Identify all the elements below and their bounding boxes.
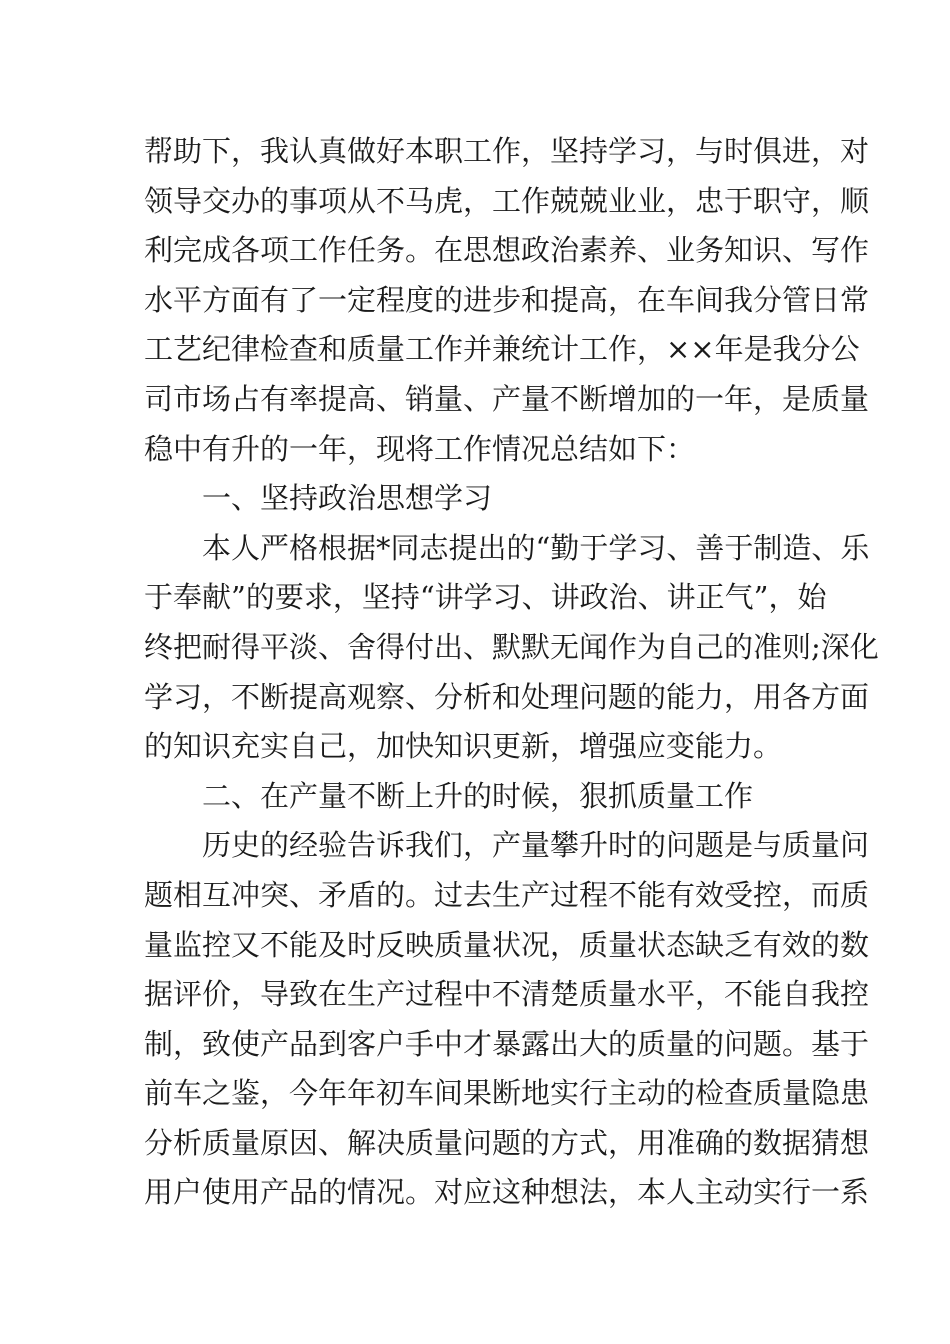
section-heading: 二、在产量不断上升的时候，狠抓质量工作 [202,778,754,813]
text-line: 领导交办的事项从不马虎，工作兢兢业业，忠于职守，顺 [144,183,870,218]
text-line: 题相互冲突、矛盾的。过去生产过程不能有效受控，而质 [144,877,870,912]
text-line: 利完成各项工作任务。在思想政治素养、业务知识、写作 [144,233,870,268]
text-line: 帮助下，我认真做好本职工作，坚持学习，与时俱进，对 [144,134,870,168]
text-line: 工艺纪律检查和质量工作并兼统计工作，××年是我分公 [144,332,860,367]
section-heading: 一、坚持政治思想学习 [202,481,493,516]
text-line: 用户使用产品的情况。对应这种想法，本人主动实行一系 [144,1175,870,1210]
text-line: 分析质量原因、解决质量问题的方式，用准确的数据猜想 [144,1125,870,1160]
text-line: 水平方面有了一定程度的进步和提高，在车间我分管日常 [144,282,870,317]
text-line: 稳中有升的一年，现将工作情况总结如下： [144,431,696,466]
text-line: 学习，不断提高观察、分析和处理问题的能力，用各方面 [144,679,870,714]
text-line: 于奉献”的要求，坚持“讲学习、讲政治、讲正气”，始 [144,580,827,615]
text-line: 终把耐得平淡、舍得付出、默默无闻作为自己的准则;深化 [144,629,879,664]
document-body [144,127,879,1218]
text-line: 历史的经验告诉我们，产量攀升时的问题是与质量问 [202,828,870,863]
text-line: 前车之鉴，今年年初车间果断地实行主动的检查质量隐患 [144,1076,870,1111]
text-line: 本人严格根据*同志提出的“勤于学习、善于制造、乐 [202,530,870,565]
text-line: 量监控又不能及时反映质量状况，质量状态缺乏有效的数 [144,927,870,962]
text-line: 据评价，导致在生产过程中不清楚质量水平，不能自我控 [144,977,870,1012]
text-line: 的知识充实自己，加快知识更新，增强应变能力。 [144,729,783,764]
text-line: 制，致使产品到客户手中才暴露出大的质量的问题。基于 [144,1026,870,1061]
text-line: 司市场占有率提高、销量、产量不断增加的一年，是质量 [144,381,870,416]
